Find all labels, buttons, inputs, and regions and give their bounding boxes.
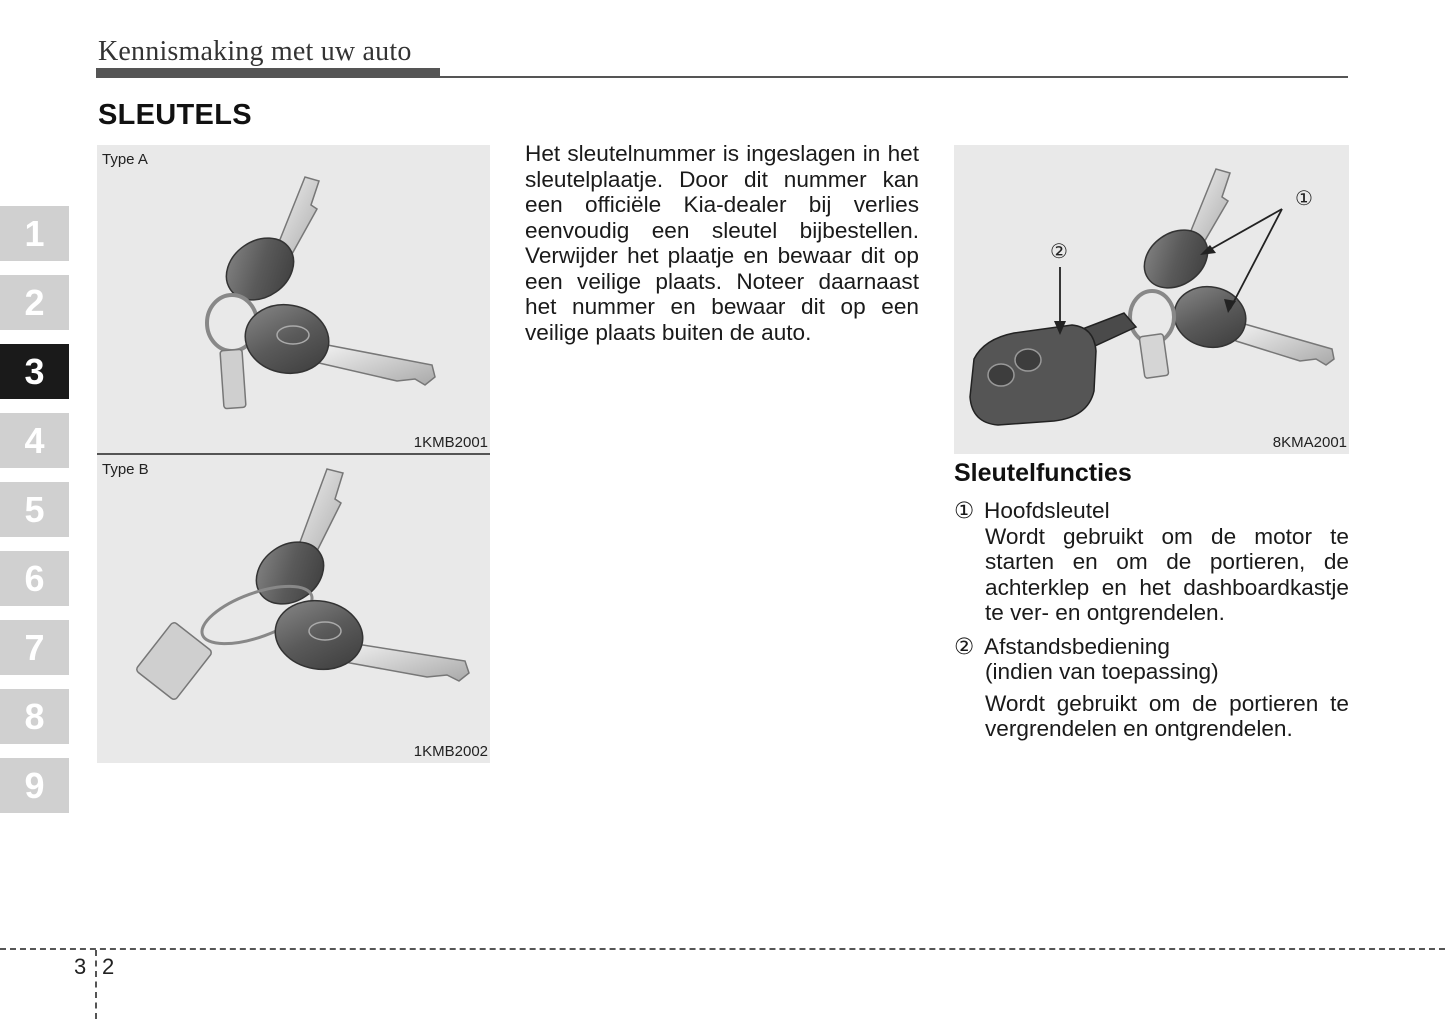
function-item-remote (954, 634, 1349, 742)
function-description: Wordt gebruikt om de portieren te vergrendelen en ontgrendelen. (985, 690, 1349, 741)
function-description: Wordt gebruikt om de motor te starten en om de portieren, de achterklep en het dashboardkastje te ver- en ontgrendelen. (985, 523, 1349, 625)
figure-b-code: 1KMB2002 (413, 743, 488, 760)
footer-page-number: 2 (102, 954, 115, 979)
function-item-head (954, 634, 1349, 660)
header-title: Kennismaking met uw auto (98, 36, 412, 67)
figure-type-b (97, 455, 490, 763)
function-item-main-key (954, 498, 1349, 626)
keys-type-b-illustration (97, 455, 490, 763)
functions-title: Sleutelfuncties (954, 459, 1132, 487)
callout-2-marker: ② (1050, 239, 1068, 263)
function-item-head (954, 498, 1349, 524)
figure-c-code: 8KMA2001 (1272, 434, 1347, 451)
figure-a-label: Type A (102, 151, 148, 168)
chapter-tab-3[interactable]: 3 (0, 344, 69, 399)
figure-type-a (97, 145, 490, 454)
keys-type-a-illustration (97, 145, 490, 454)
chapter-tab-9[interactable]: 9 (0, 758, 69, 813)
chapter-tab-7[interactable]: 7 (0, 620, 69, 675)
figure-a-code: 1KMB2001 (413, 434, 488, 451)
chapter-tab-2[interactable]: 2 (0, 275, 69, 330)
footer-separator (95, 950, 97, 1019)
body-paragraph: Het sleutelnummer is ingeslagen in het sleutelplaatje. Door dit nummer kan een officiële Kia-dealer bij verlies eenvoudig een sleutel bijbestellen. Verwijder het plaatje en bewaar dit op een veilige plaats. Noteer daarnaast het nummer en bewaar dit op een veilige plaats buiten de auto. (525, 141, 919, 345)
chapter-tab-1[interactable]: 1 (0, 206, 69, 261)
function-name: Afstandsbediening (984, 633, 1170, 659)
chapter-tabs (0, 206, 69, 827)
chapter-tab-8[interactable]: 8 (0, 689, 69, 744)
functions-list (954, 498, 1349, 750)
header-rule-thick (96, 68, 440, 76)
function-name: Hoofdsleutel (984, 498, 1110, 523)
chapter-tab-5[interactable]: 5 (0, 482, 69, 537)
function-number: ① (954, 498, 975, 523)
function-note: (indien van toepassing) (985, 659, 1219, 684)
callout-1-marker: ① (1295, 186, 1313, 210)
figure-b-label: Type B (102, 461, 149, 478)
header-rule-thin (96, 76, 1348, 78)
key-remote-illustration (954, 145, 1349, 454)
footer-chapter-number: 3 (74, 954, 87, 979)
footer-rule (0, 948, 1445, 950)
chapter-tab-4[interactable]: 4 (0, 413, 69, 468)
figure-key-remote (954, 145, 1349, 454)
chapter-tab-6[interactable]: 6 (0, 551, 69, 606)
function-number: ② (954, 633, 975, 659)
section-title: SLEUTELS (98, 99, 252, 131)
